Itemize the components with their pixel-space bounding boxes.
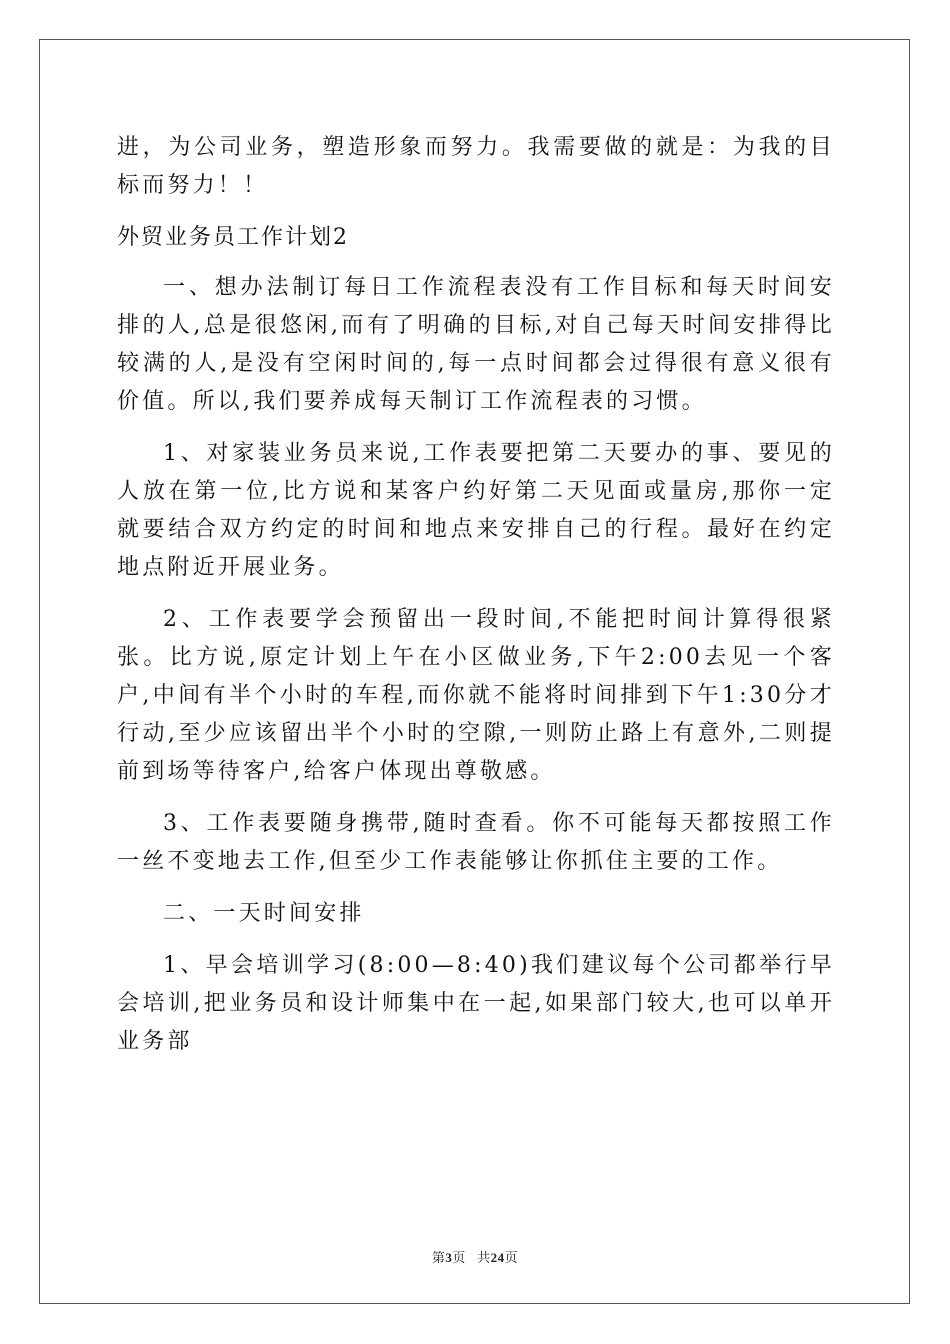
section-title: 外贸业务员工作计划2 — [117, 225, 349, 250]
total-pages: 24 — [490, 1250, 505, 1265]
page-prefix: 第 — [431, 1250, 446, 1265]
paragraph: 2、工作表要学会预留出一段时间,不能把时间计算得很紧张。比方说,原定计划上午在小区做业务,下午2:00去见一个客户,中间有半个小时的车程,而你就不能将时间排到下午1:30分才行动,至少应该留出半个小时的空隙,一则防止路上有意外,二则提前到场等待客户,给客户体现出尊敬感。 — [117, 607, 835, 784]
total-suffix: 页 — [504, 1250, 519, 1265]
section-heading: 二、一天时间安排 — [163, 901, 365, 926]
page-footer — [0, 1247, 950, 1266]
paragraph: 一、想办法制订每日工作流程表没有工作目标和每天时间安排的人,总是很悠闲,而有了明确的目标,对自己每天时间安排得比较满的人,是没有空闲时间的,每一点时间都会过得很有意义很有价值。所以,我们要养成每天制订工作流程表的习惯。 — [117, 275, 835, 414]
page-suffix: 页 — [452, 1250, 466, 1265]
document-body — [117, 129, 835, 1075]
paragraph: 1、早会培训学习(8:00—8:40)我们建议每个公司都举行早会培训,把业务员和设计师集中在一起,如果部门较大,也可以单开业务部 — [117, 953, 835, 1054]
paragraph: 1、对家装业务员来说,工作表要把第二天要办的事、要见的人放在第一位,比方说和某客户约好第二天见面或量房,那你一定就要结合双方约定的时间和地点来安排自己的行程。最好在约定地点附近开展业务。 — [117, 441, 835, 580]
total-prefix: 共 — [477, 1250, 491, 1265]
paragraph: 进，为公司业务，塑造形象而努力。我需要做的就是：为我的目标而努力！！ — [117, 135, 835, 198]
paragraph: 3、工作表要随身携带,随时查看。你不可能每天都按照工作一丝不变地去工作,但至少工作表能够让你抓住主要的工作。 — [117, 811, 835, 874]
page-number: 3 — [445, 1250, 453, 1265]
